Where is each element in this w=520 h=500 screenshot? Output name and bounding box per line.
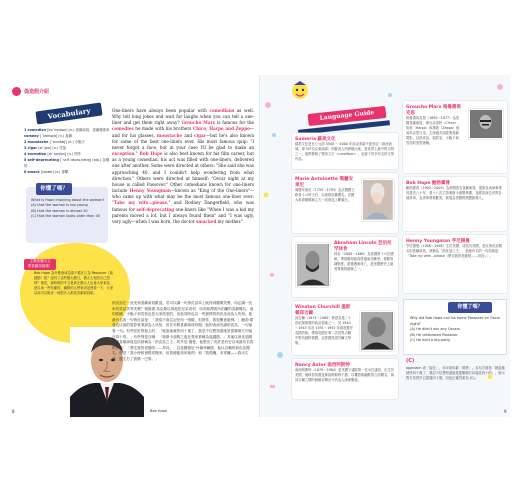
- bubble-badge: 主要看懂內文 要看圖得搞懂！: [24, 259, 56, 270]
- highlighted-term: comedies: [112, 126, 134, 132]
- question-option: (C) He held a big party.: [410, 338, 451, 342]
- highlighted-term: smacked: [196, 218, 217, 224]
- card-text: 瑪麗安東尼（1755～1793）為法國國王路易十六的王后，以奢侈浪費聞名。法國大革命期間與丈夫一同被送上斷頭台。: [295, 188, 355, 202]
- body-segment: —and for his glasses,: [112, 126, 254, 138]
- question-badge: 你懂了嗎？: [448, 302, 492, 313]
- vocab-word: 6 smack: [24, 170, 41, 174]
- body-segment: and: [182, 132, 195, 138]
- question-option: (A) that the woman is too young: [31, 203, 88, 208]
- card-marie-antoinette: [292, 173, 398, 233]
- body-text-english: [112, 108, 254, 225]
- body-segment: is also best known for his film career, but as a young comedian, his act was filled with one-liners, delivered one after another. Some were directed at others: "She said she was approaching 40, and I couldn't help wondering from what direction." Others were directed at himself: "Oscar night at my house is called Passover." Other comedians known for one-liners include: [112, 151, 254, 194]
- body-segment: One-liners have always been popular with: [112, 108, 210, 113]
- question-option: (B) that the woman is almost 40: [31, 208, 88, 213]
- highlighted-term: Take my wife…please: [113, 200, 168, 206]
- vocab-definition: [`mʌstæʃ] (n.) 小鬍子: [49, 140, 86, 144]
- question-option: (C) that the woman looks older than 40: [31, 213, 101, 218]
- body-segment: my mother.": [216, 218, 244, 224]
- abraham-lincoln-portrait: [296, 243, 330, 287]
- winston-churchill-portrait: [360, 311, 394, 351]
- highlighted-term: Chico, Harpo and Zeppo: [192, 126, 250, 132]
- answer-title: (C): [406, 358, 415, 364]
- question-prompt: Why did Bob Hope call his home Passover on Oscar night?: [410, 316, 501, 326]
- body-segment: ," and Rodney Dangerfield, who was famous for: [112, 200, 254, 212]
- body-text-chinese: 俏皮話在一直受到喜劇演員歡迎。若可以講一句俏皮話馬上就得到聽眾笑聲，何必講一長串的笑話苦等笑聲？格魯喬·馬克斯以與他的兄弟奇科、哈勃和澤波所拍攝的喜劇聞名，他的眼鏡、小鬍子和雪茄也是大家熟悉的，但他同時也以一些最棒的俏皮話而為人所知。他最有名的一句俏皮話是：「我從不會忘記任何一張臉，但對你，我很樂意破例。」鮑勃·霍普也以他的電影事業最為人所知，但在年輕喜劇演員時期，他的表演充滿俏皮話，一句接著一句。有些是針對他人的：「她說她就快四十歲了，我忍不住想知道她是從哪個方向接近四十的。」有些則是自嘲：「奧斯卡頒獎之夜在我家被稱為逾越節。」其他以俏皮話聞名的喜劇演員包括被稱為「俏皮話之王」的亨尼·揚曼，他想出了或許是有史以來最有名的俏皮話：「帶走我的老婆吧……拜託」；以及羅德尼·丹傑菲爾德，他以自嘲的俏皮話聞名，像是「我小時候爸媽常搬家，但我總能找到他們」和「我很醜，非常醜——我出生時，醫生打了我媽一巴掌。」: [112, 301, 254, 361]
- groucho-marx-photo: [469, 109, 503, 139]
- section-label: 偽造假介紹: [24, 89, 50, 95]
- card-title: Groucho Marx 格魯喬馬克思: [406, 105, 461, 116]
- vocab-definition: [ɪk`sɛpʃən] (n.) 例外: [47, 152, 81, 156]
- question-text: [410, 316, 504, 344]
- body-segment: one-liners like "When I was a kid my parents moved a lot, but I always found them" and "I was ugly, very ugly—when I was born, the doctor: [112, 206, 254, 224]
- vocab-item: [24, 157, 112, 169]
- card-title: Nancy Astor 南西阿斯特: [295, 363, 350, 368]
- card-abraham-lincoln: [292, 237, 398, 297]
- highlighted-term: moustache: [156, 132, 183, 138]
- language-guide-title: Language Guide: [308, 106, 387, 126]
- left-page: [10, 75, 260, 417]
- body-segment: is famous for the: [215, 120, 254, 126]
- card-sumeria: [292, 133, 398, 169]
- card-bob-hope: [403, 177, 507, 231]
- card-title: Winston Churchill 溫斯頓邱吉爾: [295, 305, 351, 316]
- highlighted-term: self-deprecating: [136, 206, 175, 212]
- card-text: 邱吉爾（1874～1965）被認為是二十世紀最重要的政治領袖之一，於 1940～1945 年及 1951～1955 年兩度擔任英國首相，帶領英國在第二次世界大戰中對抗納粹德國，也曾獲得諾貝爾文學獎。: [295, 316, 353, 345]
- vocab-item: [24, 169, 112, 175]
- vocab-definition: [`sɛlf`dɛprə,ketɪŋ] (adj.) 自嘲的: [24, 158, 110, 168]
- card-henny-youngman: [403, 235, 507, 293]
- smiley-icon: [12, 87, 21, 96]
- highlighted-term: cigar: [194, 132, 206, 138]
- body-segment: as well. Why tell long jokes and wait for laughs when you can tell a one-liner and get them right away?: [112, 108, 254, 126]
- question-box: [26, 187, 108, 243]
- vocabulary-title: Vocabulary: [35, 102, 102, 124]
- body-segment: —known as "King of the One-liners"—who came up with what may be the most famous one-liner ever: ": [112, 188, 255, 206]
- highlighted-term: Henny Youngman: [129, 188, 171, 194]
- vocab-definition: [`kɑmədɪ] (n.) 喜劇: [40, 134, 73, 138]
- highlighted-term: exception: [112, 151, 135, 157]
- card-title: Marie Antoinette 瑪麗安東尼: [295, 177, 354, 188]
- card-nancy-astor: [292, 359, 398, 399]
- card-title: Abraham Lincoln 亞伯拉罕林肯: [334, 241, 392, 252]
- card-text: 南西阿斯特（1879～1964）是英國下議院第一位女性議員，出生於美國，後移居英國並嫁給阿斯特子爵，以機智與幽默的言語聞名，與邱吉爾之間的唇槍舌戰至今仍為人津津樂道。: [295, 368, 395, 382]
- section-tag: [12, 87, 49, 96]
- card-title: Henny Youngman 亨尼揚曼: [406, 239, 470, 244]
- card-text: 鮑勃霍普（1903～2003）為美國著名喜劇演員，從影及表演事業長達近八十年，曾十八次主持奧斯卡頒獎典禮，並經常前往世界各地勞軍，為美軍帶來歡笑，被視為美國的國寶級藝人。: [406, 186, 502, 200]
- vocab-word: comedy: [24, 134, 40, 138]
- vocabulary-box: [24, 107, 109, 187]
- marie-antoinette-portrait: [362, 179, 394, 221]
- question-prompt: What is Hope implying about the woman?: [31, 198, 105, 202]
- question-option: (A) He didn't win any Oscars.: [410, 327, 461, 331]
- card-groucho-marx: [403, 101, 507, 173]
- vocab-word: 2 moustache: [24, 140, 50, 144]
- highlighted-term: Groucho Marx: [181, 120, 216, 126]
- answer-text: approach 表「接近」，亦可指年齡「即將」。本句字面指「她說她就快四十歲了，我忍不住想知道她是從哪個方向接近四十的」，暗示對方其實早已超過四十歲，因此正確答案為 (C)。: [406, 366, 505, 380]
- card-title: Sumeria 蘇美文化: [295, 137, 336, 142]
- vocab-definition: [kə`midɪən] (n.) 喜劇演員；喜劇藝術家: [47, 128, 110, 132]
- vocab-word: 5 self-deprecating: [24, 158, 61, 162]
- vocab-definition: [sɪ`gɑr] (n.) 雪茄: [38, 146, 67, 150]
- highlighted-term: Bob Hope: [139, 151, 163, 157]
- vocab-word: 4 exception: [24, 152, 48, 156]
- card-text: 林肯（1809～1865）為美國第十六任總統，帶領聯邦政府度過南北戰爭，廢除奴隸制度，最後遇刺身亡，是美國歷史上最受尊敬的總統之一。: [334, 252, 394, 271]
- card-winston-churchill: [292, 301, 398, 355]
- page-number-left: 8: [12, 409, 15, 414]
- card-text: 蘇美文化是在公元前 5500 ～ 4000 年前由美索不達米亞（兩河流域，即今伊拉克東南部）的蘇美人所發展出來，是世界上最早的文明之一。他們發明了楔形文字（cuneiform），也留下許多有名的文學作品。: [295, 142, 395, 161]
- page-number-right: 9: [504, 409, 507, 414]
- card-text: 格魯喬馬克思（1890～1977）為美國喜劇演員，與兄弟奇科（Chico）、哈勃（Harpo）和澤波（Zeppo）組成馬克思兄弟，主演過多部經典喜劇電影，以俏皮話、粗眉毛、小鬍子和雪茄的造型著稱。: [406, 116, 462, 145]
- bubble-text: Bob Hope 為什麼會成為原子擔任口為 Passover（逾越節）呢？說到了這些猶太節日，猶太人相信自己很棒？就是，那時候的中文是真正猶太人也會大家來說，是以來一些有趣的，幽默的人們來到這裡看一下，大家以前可以做成一個很多人都是喜劇演員呢。: [34, 271, 114, 295]
- body-segment: —but he's also known for some of the best one-liners ever. His most famous quip: "I never forget a face, but in your case I'll be glad to make an: [112, 132, 254, 150]
- question-option: (B) He celebrated Passover.: [410, 332, 459, 337]
- card-text: 亨尼揚曼（1906～1998）生於英國、成長於美國，是以俏皮話聞名的喜劇演員，被稱為「俏皮話之王」，他最有名的一句話就是「Take my wife…please（帶走我的老婆吧……拜託）」。: [406, 244, 502, 258]
- question-badge: 你懂了嗎？: [36, 183, 72, 195]
- card-title: Bob Hope 鮑勃霍普: [406, 181, 451, 186]
- vocab-word: 3 cigar: [24, 146, 39, 150]
- body-segment: .": [134, 151, 140, 157]
- magazine-spread: [10, 75, 510, 417]
- question-box-right: [403, 299, 507, 355]
- mask-icon: [290, 81, 310, 105]
- vocab-definition: [smæk] (v.) 重擊: [40, 170, 69, 174]
- question-text: [31, 198, 106, 219]
- body-segment: he made with his brothers: [133, 126, 193, 132]
- photo-caption: Bob Hope: [150, 409, 168, 413]
- vocab-word: 1 comedian: [24, 128, 48, 132]
- vocabulary-list: [24, 127, 112, 175]
- right-page: [260, 75, 510, 417]
- highlighted-term: comedians: [209, 108, 235, 113]
